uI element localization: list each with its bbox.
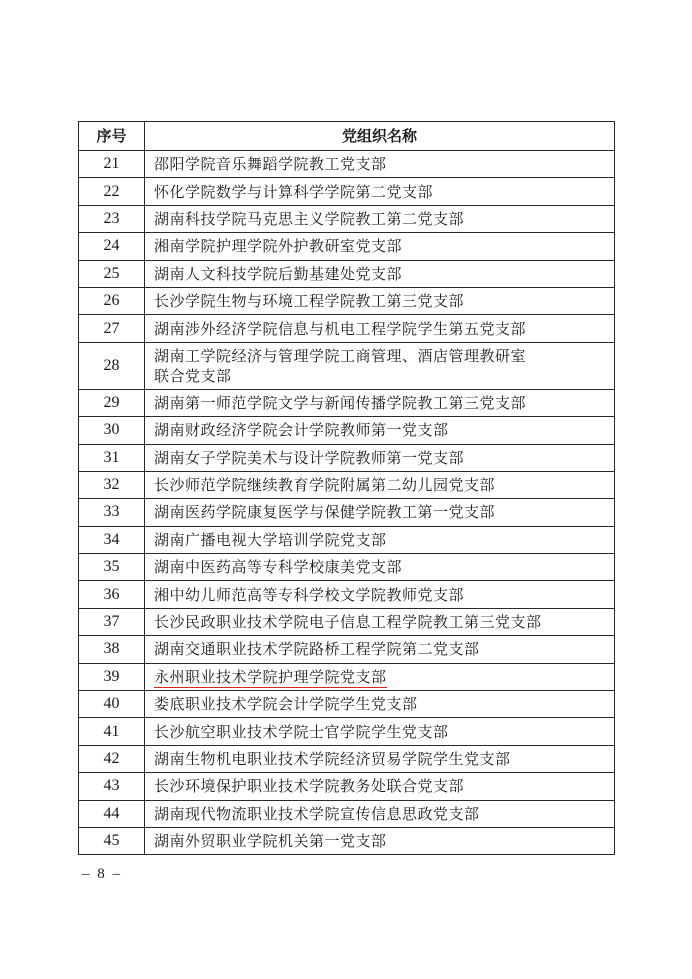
organization-name-text: 湖南现代物流职业技术学院宣传信息思政党支部: [154, 804, 480, 823]
row-organization-name: [145, 205, 615, 232]
table-row: [79, 444, 615, 471]
header-organization-name: 党组织名称: [145, 122, 615, 151]
row-organization-name: [145, 151, 615, 178]
row-organization-name: [145, 827, 615, 854]
table-row: [79, 151, 615, 178]
table-row: [79, 526, 615, 553]
table-header-row: [79, 122, 615, 151]
organization-name-text: 永州职业技术学院护理学院党支部: [154, 667, 387, 686]
organization-name-text: 湖南交通职业技术学院路桥工程学院第二党支部: [154, 640, 480, 659]
organization-name-text: 娄底职业技术学院会计学院学生党支部: [154, 695, 418, 714]
organization-name-text: 湖南第一师范学院文学与新闻传播学院教工第三党支部: [154, 393, 527, 412]
row-organization-name: [145, 178, 615, 205]
organization-name-text: 湖南广播电视大学培训学院党支部: [154, 530, 387, 549]
organization-name-text: 湘南学院护理学院外护教研室党支部: [154, 237, 403, 256]
row-serial-number: 28: [79, 342, 145, 389]
page-number: – 8 –: [82, 866, 122, 882]
organization-name-text: 怀化学院数学与计算科学学院第二党支部: [154, 182, 434, 201]
organization-name-text: 湖南科技学院马克思主义学院教工第二党支部: [154, 209, 465, 228]
organization-name-text: 湖南工学院经济与管理学院工商管理、酒店管理教研室: [154, 346, 527, 365]
table-row: [79, 178, 615, 205]
row-organization-name: [145, 800, 615, 827]
table-row: [79, 554, 615, 581]
table-row: [79, 773, 615, 800]
organization-name-text: 湖南生物机电职业技术学院经济贸易学院学生党支部: [154, 750, 511, 768]
table-row: [79, 581, 615, 608]
row-serial-number: 39: [79, 663, 145, 690]
row-serial-number: 45: [79, 827, 145, 854]
row-serial-number: 44: [79, 800, 145, 827]
row-organization-name: [145, 663, 615, 690]
row-organization-name: [145, 636, 615, 663]
row-serial-number: 24: [79, 233, 145, 260]
row-serial-number: 32: [79, 471, 145, 498]
table-row: [79, 663, 615, 690]
row-serial-number: 35: [79, 554, 145, 581]
row-organization-name: [145, 773, 615, 800]
table-row: [79, 417, 615, 444]
organization-name-text: 湖南医药学院康复医学与保健学院教工第一党支部: [154, 503, 496, 522]
table-row: [79, 389, 615, 416]
row-serial-number: 43: [79, 773, 145, 800]
organization-name-text: 邵阳学院音乐舞蹈学院教工党支部: [154, 155, 387, 174]
row-serial-number: 41: [79, 718, 145, 745]
table-row: [79, 800, 615, 827]
organization-name-text: 湖南外贸职业学院机关第一党支部: [154, 832, 387, 851]
row-serial-number: 40: [79, 691, 145, 718]
table-row: [79, 287, 615, 314]
table-row: [79, 499, 615, 526]
table-row: [79, 827, 615, 854]
table-row: [79, 471, 615, 498]
row-organization-name: [145, 315, 615, 342]
row-organization-name: [145, 526, 615, 553]
organization-name-text: 长沙航空职业技术学院士官学院学生党支部: [154, 722, 449, 741]
row-organization-name: [145, 389, 615, 416]
row-organization-name: [145, 342, 615, 389]
row-organization-name: [145, 718, 615, 745]
row-organization-name: [145, 691, 615, 718]
table-row: [79, 608, 615, 635]
row-organization-name: [145, 233, 615, 260]
table-row: [79, 718, 615, 745]
table-body: [79, 151, 615, 855]
row-organization-name: [145, 554, 615, 581]
organization-name-text: 长沙学院生物与环境工程学院教工第三党支部: [154, 292, 465, 311]
table-row: [79, 260, 615, 287]
row-serial-number: 30: [79, 417, 145, 444]
row-serial-number: 42: [79, 745, 145, 772]
row-organization-name: [145, 417, 615, 444]
table-row: [79, 691, 615, 718]
party-organization-table: [78, 121, 615, 855]
row-organization-name: [145, 608, 615, 635]
row-organization-name: [145, 499, 615, 526]
row-serial-number: 23: [79, 205, 145, 232]
row-organization-name: [145, 745, 615, 772]
row-serial-number: 33: [79, 499, 145, 526]
row-organization-name: [145, 471, 615, 498]
row-serial-number: 21: [79, 151, 145, 178]
row-serial-number: 38: [79, 636, 145, 663]
organization-name-text: 湖南女子学院美术与设计学院教师第一党支部: [154, 448, 465, 467]
organization-name-text: 湖南财政经济学院会计学院教师第一党支部: [154, 421, 449, 440]
organization-name-text: 长沙环境保护职业技术学院教务处联合党支部: [154, 777, 465, 796]
row-serial-number: 36: [79, 581, 145, 608]
organization-name-text: 长沙民政职业技术学院电子信息工程学院教工第三党支部: [154, 613, 542, 632]
row-serial-number: 22: [79, 178, 145, 205]
row-serial-number: 27: [79, 315, 145, 342]
table-row: [79, 342, 615, 389]
row-serial-number: 31: [79, 444, 145, 471]
header-serial-number: 序号: [79, 122, 145, 151]
row-serial-number: 26: [79, 287, 145, 314]
table-row: [79, 315, 615, 342]
organization-name-text: 湘中幼儿师范高等专科学校文学院教师党支部: [154, 585, 465, 604]
organization-name-text-line2: 联合党支部: [154, 366, 232, 385]
table-row: [79, 233, 615, 260]
table-row: [79, 745, 615, 772]
row-organization-name: [145, 260, 615, 287]
organization-name-text: 长沙师范学院继续教育学院附属第二幼儿园党支部: [154, 476, 496, 495]
row-serial-number: 37: [79, 608, 145, 635]
row-organization-name: [145, 444, 615, 471]
row-serial-number: 25: [79, 260, 145, 287]
organization-name-text: 湖南中医药高等专科学校康美党支部: [154, 558, 403, 577]
row-serial-number: 29: [79, 389, 145, 416]
table-row: [79, 205, 615, 232]
row-organization-name: [145, 287, 615, 314]
row-organization-name: [145, 581, 615, 608]
row-serial-number: 34: [79, 526, 145, 553]
table-row: [79, 636, 615, 663]
organization-name-text: 湖南涉外经济学院信息与机电工程学院学生第五党支部: [154, 319, 527, 338]
organization-name-text: 湖南人文科技学院后勤基建处党支部: [154, 264, 403, 283]
